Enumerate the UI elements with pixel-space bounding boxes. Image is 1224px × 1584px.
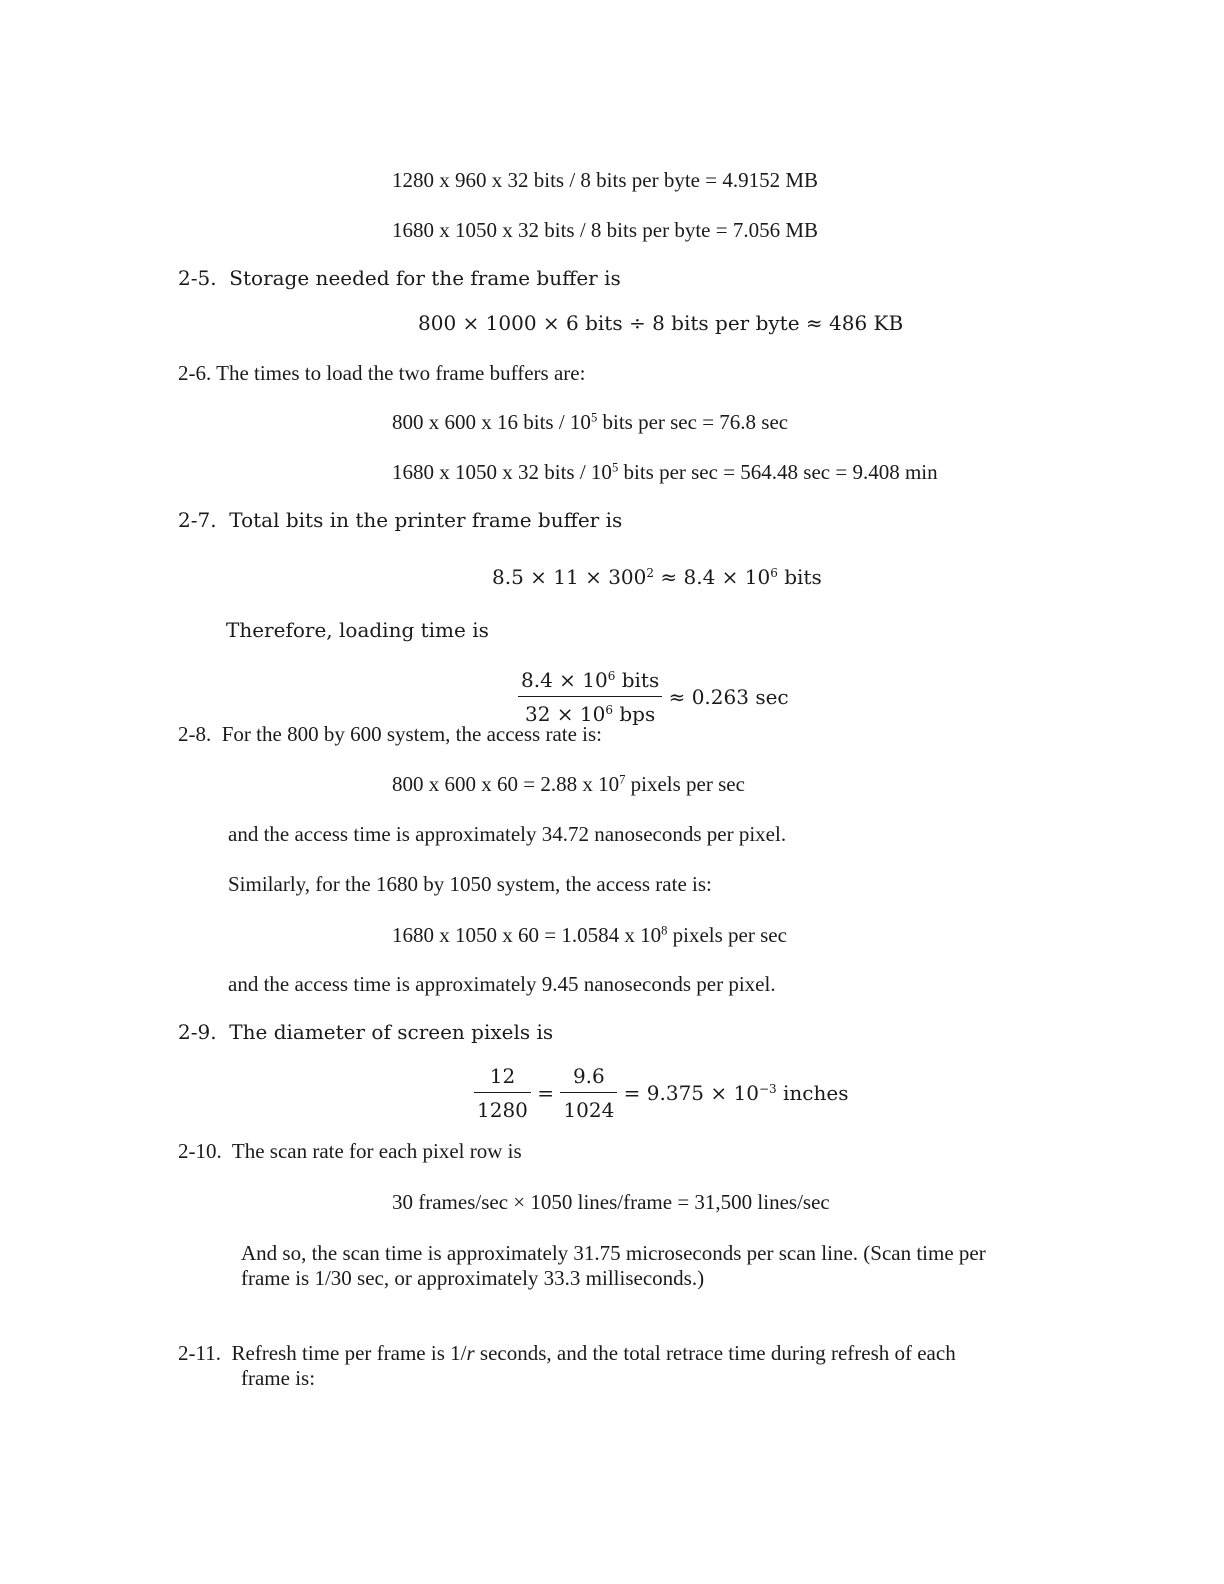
- fraction-numerator: [518, 668, 662, 697]
- exponent: 8: [661, 923, 668, 938]
- problem-2-11-text: Refresh time per frame is 1/: [231, 1341, 467, 1365]
- eq-result: [624, 1081, 849, 1105]
- problem-2-11-line2: frame is:: [241, 1366, 316, 1390]
- access-time-1680: and the access time is approximately 9.45 nanoseconds per pixel.: [228, 972, 776, 996]
- equals-sign: =: [537, 1081, 555, 1105]
- problem-2-11-text: seconds, and the total retrace time during refresh of each: [474, 1341, 956, 1365]
- problem-2-11: [178, 1343, 956, 1364]
- exponent: 5: [590, 410, 598, 425]
- problem-2-10-text: The scan rate for each pixel row is: [231, 1139, 522, 1163]
- equation-access-1680: [392, 925, 787, 946]
- eq-part: bits per sec = 564.48 sec = 9.408 min: [618, 460, 938, 484]
- problem-2-9-label: 2-9.: [178, 1020, 217, 1044]
- fraction-numerator: 12: [474, 1064, 531, 1093]
- equation-printer-bits: [492, 567, 822, 587]
- equation-load-1680: [392, 462, 938, 483]
- exponent: 6: [770, 565, 778, 580]
- problem-2-8: [178, 724, 602, 745]
- eq-part: 1680 x 1050 x 32 bits / 10: [392, 460, 612, 484]
- eq-part: 8.4 × 10: [521, 668, 608, 692]
- exponent: 5: [611, 460, 619, 475]
- eq-part: pixels per sec: [625, 772, 745, 796]
- scan-time-para-line2: frame is 1/30 sec, or approximately 33.3 milliseconds.): [241, 1266, 705, 1290]
- access-time-800: and the access time is approximately 34.72 nanoseconds per pixel.: [228, 822, 787, 846]
- therefore-text: Therefore, loading time is: [226, 618, 489, 642]
- equation-1680-buffer: 1680 x 1050 x 32 bits / 8 bits per byte = 7.056 MB: [392, 218, 819, 242]
- eq-part: 8.5 × 11 × 300: [492, 565, 647, 589]
- eq-part: pixels per sec: [667, 923, 787, 947]
- variable-r: r: [466, 1341, 475, 1365]
- exponent: 6: [605, 702, 613, 717]
- problem-2-6-text: 2-6. The times to load the two frame buffers are:: [178, 361, 586, 385]
- fraction-denominator: 1280: [477, 1098, 528, 1122]
- eq-part: bits per sec = 76.8 sec: [597, 410, 789, 434]
- scan-time-para-line1: And so, the scan time is approximately 31.75 microseconds per scan line. (Scan time per: [241, 1241, 986, 1265]
- eq-part: 800 x 600 x 16 bits / 10: [392, 410, 591, 434]
- problem-2-7-label: 2-7.: [178, 508, 217, 532]
- problem-2-10: [178, 1141, 522, 1162]
- equation-1280-buffer: 1280 x 960 x 32 bits / 8 bits per byte = 4.9152 MB: [392, 168, 819, 192]
- problem-2-7: [178, 510, 622, 530]
- eq-part: ≈ 8.4 × 10: [654, 565, 771, 589]
- problem-2-5: [178, 268, 621, 288]
- fraction-numerator: 9.6: [560, 1064, 617, 1093]
- eq-result: ≈ 0.263 sec: [668, 685, 789, 709]
- problem-2-9-text: The diameter of screen pixels is: [229, 1020, 554, 1044]
- equation-storage: 800 × 1000 × 6 bits ÷ 8 bits per byte ≈ 486 KB: [418, 311, 904, 335]
- eq-part: inches: [776, 1081, 849, 1105]
- eq-part: bits: [615, 668, 660, 692]
- problem-2-10-label: 2-10.: [178, 1139, 222, 1163]
- eq-part: bits: [777, 565, 822, 589]
- exponent: 7: [619, 772, 626, 787]
- problem-2-7-text: Total bits in the printer frame buffer is: [229, 508, 623, 532]
- fraction-loading-time: [518, 668, 662, 726]
- equation-access-800: [392, 774, 745, 795]
- fraction-denominator: 1024: [563, 1098, 615, 1122]
- equation-pixel-diameter: [474, 1064, 848, 1122]
- eq-part: bps: [613, 702, 656, 726]
- problem-2-9: [178, 1022, 553, 1042]
- problem-2-5-label: 2-5.: [178, 266, 217, 290]
- problem-2-5-text: Storage needed for the frame buffer is: [229, 266, 621, 290]
- eq-part: = 9.375 × 10: [623, 1081, 759, 1105]
- equation-load-800: [392, 412, 788, 433]
- exponent: 6: [607, 668, 616, 683]
- eq-part: 800 x 600 x 60 = 2.88 x 10: [392, 772, 620, 796]
- eq-part: 32 × 10: [524, 702, 606, 726]
- equation-scan-rate: 30 frames/sec × 1050 lines/frame = 31,500 lines/sec: [392, 1190, 830, 1214]
- equation-loading-time: [518, 668, 789, 726]
- fraction-9-6-1024: [560, 1064, 617, 1122]
- fraction-12-1280: [474, 1064, 531, 1122]
- exponent: −3: [758, 1081, 777, 1096]
- problem-2-8-text: For the 800 by 600 system, the access rate is:: [221, 722, 603, 746]
- eq-part: 1680 x 1050 x 60 = 1.0584 x 10: [392, 923, 662, 947]
- problem-2-8-label: 2-8.: [178, 722, 212, 746]
- exponent: 2: [646, 565, 655, 580]
- similarly-text: Similarly, for the 1680 by 1050 system, the access rate is:: [228, 872, 712, 896]
- problem-2-11-label: 2-11.: [178, 1341, 221, 1365]
